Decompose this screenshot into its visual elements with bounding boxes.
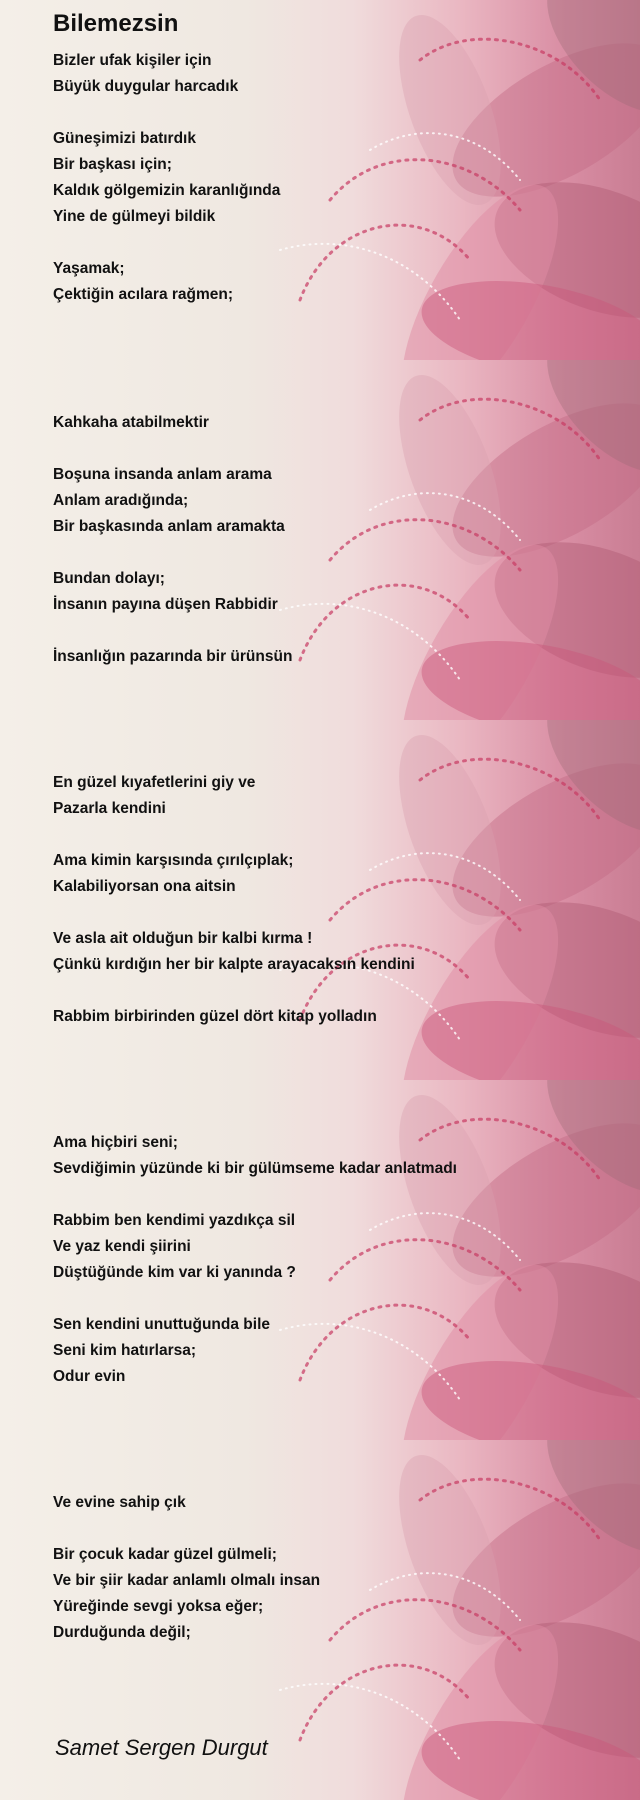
poem-author: Samet Sergen Durgut [55,1735,268,1760]
poem-line: Güneşimizi batırdık [53,130,196,147]
stanza-block [53,770,573,1030]
poem-line: Bir başkasında anlam aramakta [53,518,285,535]
poem-line [53,1516,573,1542]
stanza-block [53,1490,573,1646]
poem-line: Pazarla kendini [53,800,166,817]
poem-line: İnsanın payına düşen Rabbidir [53,596,278,613]
poem-line: Boşuna insanda anlam arama [53,466,272,483]
poem-line [53,230,573,256]
poem-line: Sen kendini unuttuğunda bile [53,1316,270,1333]
poem-line [53,822,573,848]
poem-line: Bir başkası için; [53,156,172,173]
poem-line [53,540,573,566]
poem-line: Düştüğünde kim var ki yanında ? [53,1264,296,1281]
poem-line: Ve bir şiir kadar anlamlı olmalı insan [53,1572,321,1589]
poem-line: Kaldık gölgemizin karanlığında [53,182,281,199]
stanza-block [53,48,573,308]
stanza-block [53,410,573,670]
poem-line: Odur evin [53,1368,126,1385]
poem-line: Seni kim hatırlarsa; [53,1342,197,1359]
poem-line: Yüreğinde sevgi yoksa eğer; [53,1598,264,1615]
poem-line: Bizler ufak kişiler için [53,52,212,69]
poem-line: Ve asla ait olduğun bir kalbi kırma ! [53,930,313,947]
poem-line: Anlam aradığında; [53,492,189,509]
poem-line: Durduğunda değil; [53,1624,191,1641]
poem-line: Çünkü kırdığın her bir kalpte arayacaksın kendini [53,956,415,973]
poem-line: Bir çocuk kadar güzel gülmeli; [53,1546,277,1563]
poem-line [53,100,573,126]
poem-line [53,1182,573,1208]
poem-line: Yine de gülmeyi bildik [53,208,216,225]
poem-line: İnsanlığın pazarında bir ürünsün [53,648,293,665]
poem-line: Kalabiliyorsan ona aitsin [53,878,236,895]
poem-line: Ama hiçbiri seni; [53,1134,178,1151]
stanza-block [53,1130,573,1390]
poem-line: Kahkaha atabilmektir [53,414,209,431]
poem-line: Ve evine sahip çık [53,1494,186,1511]
poem-line: Büyük duygular harcadık [53,78,239,95]
poem-line: Ama kimin karşısında çırılçıplak; [53,852,294,869]
poem-line: Rabbim birbirinden güzel dört kitap yolladın [53,1008,377,1025]
poem-line [53,900,573,926]
poem-line: Ve yaz kendi şiirini [53,1238,191,1255]
poem-line: En güzel kıyafetlerini giy ve [53,774,256,791]
poem-line [53,436,573,462]
poem-title: Bilemezsin [53,10,179,37]
poem-line [53,978,573,1004]
poem-line: Sevdiğimin yüzünde ki bir gülümseme kadar anlatmadı [53,1160,457,1177]
poem-line [53,1286,573,1312]
poem-line: Yaşamak; [53,260,125,277]
poem-line: Rabbim ben kendimi yazdıkça sil [53,1212,296,1229]
poem-line: Çektiğin acılara rağmen; [53,286,234,303]
poem-line: Bundan dolayı; [53,570,165,587]
poem-line [53,618,573,644]
